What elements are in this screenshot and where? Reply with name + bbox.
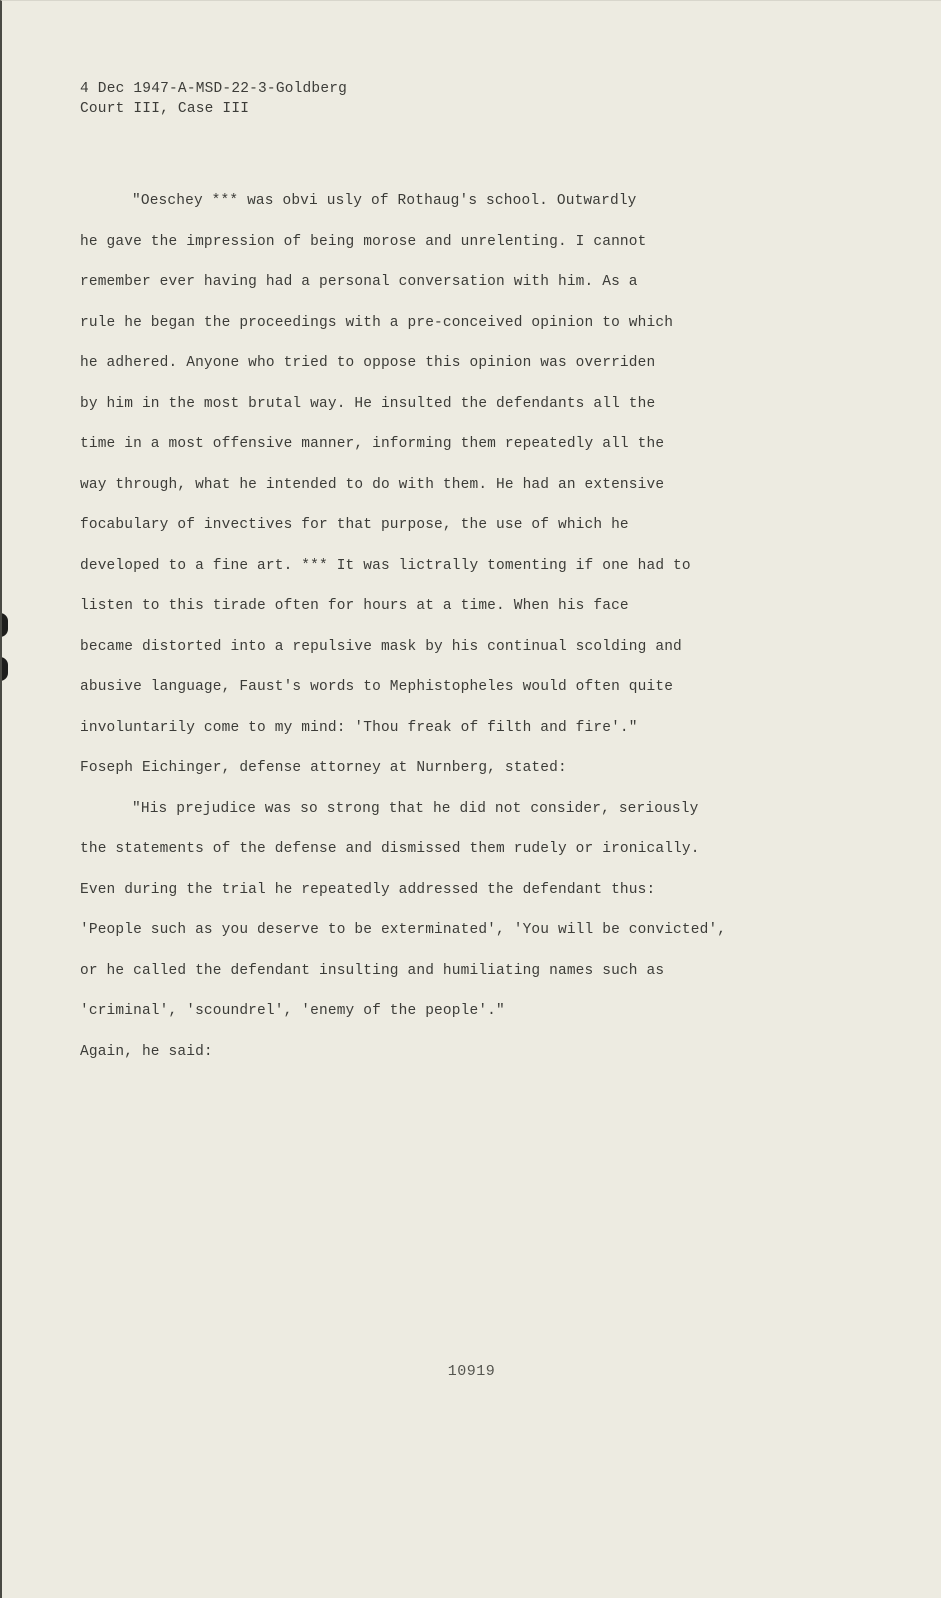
body-line: focabulary of invectives for that purpose, the use of which he xyxy=(80,517,629,533)
body-line: Foseph Eichinger, defense attorney at Nurnberg, stated: xyxy=(80,760,567,776)
body-line: the statements of the defense and dismissed them rudely or ironically. xyxy=(80,841,700,857)
body-line: way through, what he intended to do with them. He had an extensive xyxy=(80,476,665,493)
page-number: 10919 xyxy=(447,1363,496,1380)
body-line: abusive language, Faust's words to Mephistopheles would often quite xyxy=(80,679,674,695)
body-line: 'criminal', 'scoundrel', 'enemy of the people'." xyxy=(80,1003,505,1019)
body-line: Again, he said: xyxy=(80,1043,213,1060)
punch-hole-mark xyxy=(0,657,8,681)
body-line: listen to this tirade often for hours at a time. When his face xyxy=(80,598,629,614)
body-line: by him in the most brutal way. He insulted the defendants all the xyxy=(80,395,656,412)
body-line: rule he began the proceedings with a pre-conceived opinion to which xyxy=(80,314,674,331)
body-line: Even during the trial he repeatedly addressed the defendant thus: xyxy=(80,881,656,898)
body-line: "His prejudice was so strong that he did not consider, seriously xyxy=(132,800,699,817)
body-line: remember ever having had a personal conversation with him. As a xyxy=(80,274,638,290)
document-body xyxy=(80,181,860,1072)
body-line: "Oeschey *** was obvi usly of Rothaug's school. Outwardly xyxy=(132,193,637,209)
body-line: became distorted into a repulsive mask by his continual scolding and xyxy=(80,638,682,655)
body-line: he adhered. Anyone who tried to oppose this opinion was overriden xyxy=(80,355,656,371)
body-line: involuntarily come to my mind: 'Thou freak of filth and fire'." xyxy=(80,719,638,736)
header-court-case: Court III, Case III xyxy=(80,101,250,117)
body-line: time in a most offensive manner, informing them repeatedly all the xyxy=(80,436,665,452)
document-header xyxy=(80,79,347,119)
body-line: he gave the impression of being morose and unrelenting. I cannot xyxy=(80,233,647,250)
header-date-reference: 4 Dec 1947-A-MSD-22-3-Goldberg xyxy=(80,81,348,97)
body-line: developed to a fine art. *** It was lictrally tomenting if one had to xyxy=(80,557,691,574)
body-line: 'People such as you deserve to be exterminated', 'You will be convicted', xyxy=(80,922,727,938)
body-line: or he called the defendant insulting and humiliating names such as xyxy=(80,962,665,979)
punch-hole-mark xyxy=(0,613,8,637)
